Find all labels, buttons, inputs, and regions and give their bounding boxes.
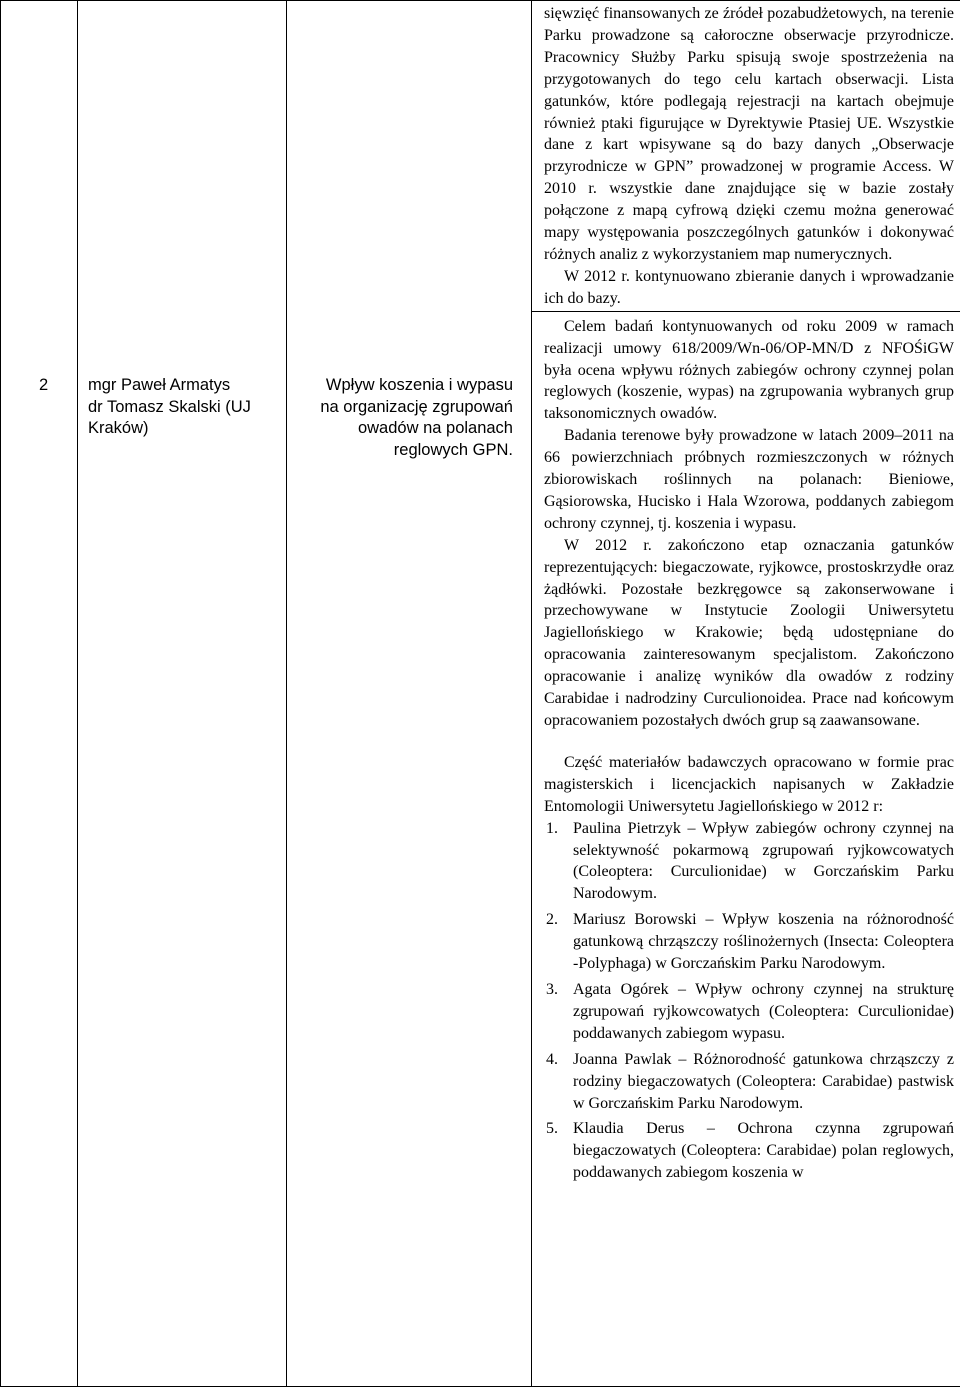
- list-item: [544, 818, 954, 906]
- prev-row-paragraph: sięwzięć finansowanych ze źródeł pozabudżetowych, na terenie Parku prowadzone są całoroczne obserwacje przyrodnicze. Pracownicy Służby Parku spisują swoje spostrzeżenia na przygotowanych do tego celu kartach obserwacji. Lista gatunków, które podlegają rejestracji na kartach obejmuje również ptaki figurujące w Dyrektywie Ptasiej UE. Wszystkie dane z kart wpisywane są do bazy danych „Obserwacje przyrodnicze w GPN” prowadzonej w programie Access. W 2010 r. wszystkie dane znajdujące się w bazie zostały połączone z mapą cyfrową dzięki czemu można generować mapy występowania poszczególnych gatunków i dokonywać różnych analiz z wykorzystaniem map numerycznych.: [544, 5, 954, 263]
- list-item: [544, 979, 954, 1045]
- description-paragraph: W 2012 r. zakończono etap oznaczania gatunków reprezentujących: biegaczowate, ryjkowce, prostoskrzydłe oraz żądłówki. Pozostałe bezkręgowce są zakonserwowane i przechowywane w Instytucie Zoologii Uniwersytetu Jagiellońskiego w Krakowie; będą udostępniane do opracowania zainteresowanym specjalistom. Zakończono opracowanie i analizę wyników dla owadów z rodziny Carabidae i nadrodziny Curculionoidea. Prace nad końcowym opracowaniem pozostałych dwóch grup są zaawansowane.: [544, 536, 954, 729]
- row-number-cell: [1, 1, 78, 1387]
- list-item: [544, 1049, 954, 1115]
- description-paragraph: Badania terenowe były prowadzone w latach 2009–2011 na 66 powierzchniach próbnych rozmieszczonych w różnych zbiorowiskach roślinnych na polanach: Bieniowe, Gąsiorowska, Hucisko i Hala Wzorowa, poddanych zabiegom ochrony czynnej, tj. koszenia i wypasu.: [544, 427, 954, 532]
- description: [532, 1, 960, 1184]
- description-paragraph: Celem badań kontynuowanych od roku 2009 w ramach realizacji umowy 618/2009/Wn-06/OP-MN/D z NFOŚiGW była ocena wpływu różnych zabiegów ochrony czynnej polan reglowych (koszenie, wypas) na zgrupowania wybranych grup taksonomicznych owadów.: [544, 317, 954, 423]
- row-divider: [532, 311, 960, 312]
- author-line: dr Tomasz Skalski (UJ: [88, 397, 251, 416]
- author-line: mgr Paweł Armatys: [88, 376, 231, 394]
- prev-row-paragraph: W 2012 r. kontynuowano zbieranie danych i wprowadzanie ich do bazy.: [544, 267, 954, 307]
- list-text: Klaudia Derus – Ochrona czynna zgrupowań biegaczowatych (Coleoptera: Carabidae) polan reglowych, poddawanych zabiegom koszenia w: [573, 1120, 954, 1182]
- topic-cell: [287, 1, 532, 1387]
- list-text: Joanna Pawlak – Różnorodność gatunkowa chrząszczy z rodziny biegaczowatych (Coleoptera: Carabidae) pastwisk w Gorczańskim Parku Narodowym.: [573, 1050, 954, 1112]
- list-text: Mariusz Borowski – Wpływ koszenia na różnorodność gatunkową chrząszczy roślinożernych (Insecta: Coleoptera -Polyphaga) w Gorczańskim Parku Narodowym.: [573, 911, 954, 973]
- theses-list: [544, 818, 954, 1185]
- description-paragraph: Część materiałów badawczych opracowano w formie prac magisterskich i licencjackich napisanych w Zakładzie Entomologii Uniwersytetu Jagiellońskiego w 2012 r:: [544, 753, 954, 815]
- author-line: Kraków): [88, 419, 149, 437]
- list-text: Agata Ogórek – Wpływ ochrony czynnej na strukturę zgrupowań ryjkowcowatych (Coleoptera: Curculionidae) poddawanych zabiegom wypasu.: [573, 980, 954, 1042]
- list-number: 2.: [546, 911, 558, 929]
- list-number: 5.: [546, 1120, 558, 1138]
- list-number: 1.: [546, 819, 558, 837]
- topic-title: Wpływ koszenia i wypasu na organizację zgrupowań owadów na polanach reglowych GPN.: [320, 376, 513, 459]
- list-item: [544, 909, 954, 975]
- description-cell: [532, 1, 960, 1387]
- authors: [78, 1, 286, 440]
- row-number: 2: [39, 376, 49, 394]
- list-text: Paulina Pietrzyk – Wpływ zabiegów ochrony czynnej na selektywność pokarmową zgrupowań ryjkowcowatych (Coleoptera: Curculionidae) w Gorczańskim Parku Narodowym.: [573, 819, 954, 903]
- table-row: [1, 1, 960, 1387]
- list-item: [544, 1118, 954, 1184]
- list-number: 4.: [546, 1050, 558, 1068]
- list-number: 3.: [546, 980, 558, 998]
- authors-cell: [78, 1, 287, 1387]
